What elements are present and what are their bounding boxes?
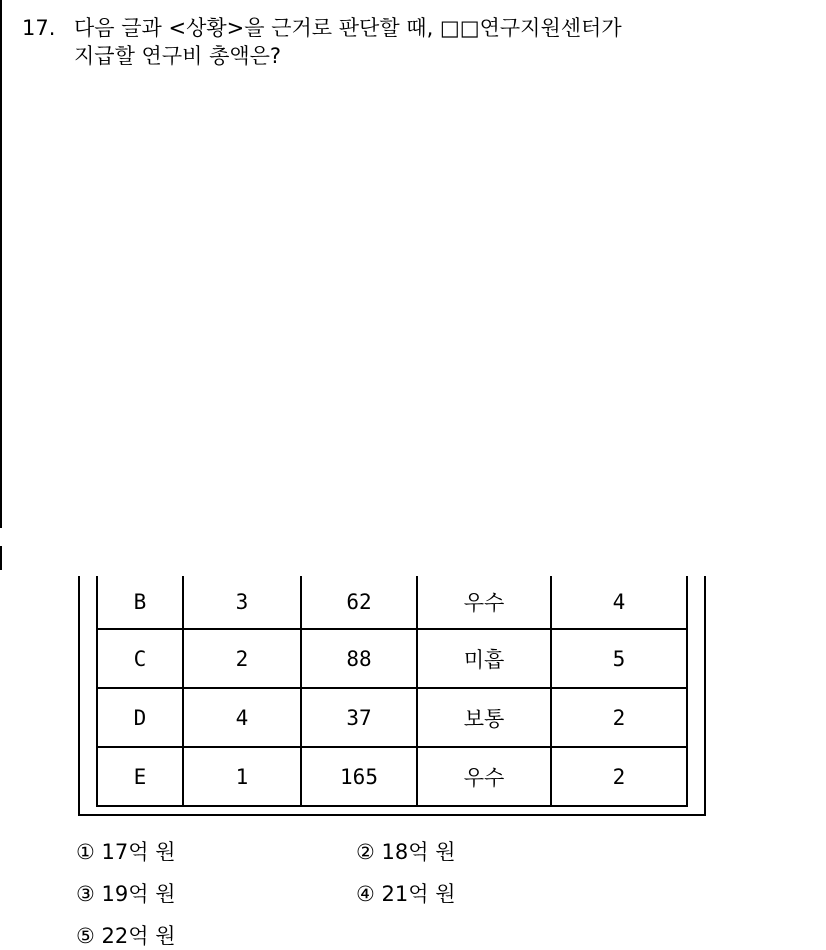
- choice-marker: ⑤: [76, 924, 95, 948]
- table-row: [97, 629, 687, 688]
- choice-3[interactable]: [76, 878, 176, 908]
- table-cell: 우수: [417, 576, 551, 629]
- margin-rule-fragment: [0, 546, 2, 570]
- table-row: [97, 747, 687, 806]
- question-text-2: 지급할 연구비 총액은?: [74, 44, 282, 68]
- choice-1[interactable]: [76, 836, 176, 866]
- table-cell: 2: [183, 629, 301, 688]
- table-cell: B: [97, 576, 183, 629]
- choice-text: 22억 원: [101, 924, 176, 948]
- table-cell: 1: [183, 747, 301, 806]
- table-cell: 88: [301, 629, 417, 688]
- table-cell: 62: [301, 576, 417, 629]
- choice-text: 17억 원: [101, 840, 176, 864]
- choice-2[interactable]: [356, 836, 456, 866]
- table-cell: 2: [551, 747, 687, 806]
- table-cell: D: [97, 688, 183, 747]
- choice-marker: ③: [76, 882, 95, 906]
- table-cell: 미흡: [417, 629, 551, 688]
- choice-marker: ④: [356, 882, 375, 906]
- choice-text: 19억 원: [101, 882, 176, 906]
- table-row: [97, 576, 687, 629]
- question-text-1: 다음 글과 <상황>을 근거로 판단할 때, □□연구지원센터가: [74, 16, 622, 40]
- choice-marker: ②: [356, 840, 375, 864]
- table-cell: C: [97, 629, 183, 688]
- table-row: [97, 688, 687, 747]
- choice-text: 21억 원: [381, 882, 456, 906]
- table-cell: 우수: [417, 747, 551, 806]
- table-cell: 4: [551, 576, 687, 629]
- choice-5[interactable]: [76, 920, 176, 950]
- choice-4[interactable]: [356, 878, 456, 908]
- question: [22, 14, 812, 70]
- data-table: [96, 576, 688, 807]
- margin-rule: [0, 0, 2, 528]
- table-cell: 보통: [417, 688, 551, 747]
- table-cell: 2: [551, 688, 687, 747]
- table-cell: 3: [183, 576, 301, 629]
- table-cell: 37: [301, 688, 417, 747]
- question-number: 17.: [22, 16, 56, 40]
- question-line-1: [22, 14, 812, 42]
- table-cell: 5: [551, 629, 687, 688]
- table-cell: E: [97, 747, 183, 806]
- table-cell: 4: [183, 688, 301, 747]
- choice-text: 18억 원: [381, 840, 456, 864]
- choice-marker: ①: [76, 840, 95, 864]
- table-cell: 165: [301, 747, 417, 806]
